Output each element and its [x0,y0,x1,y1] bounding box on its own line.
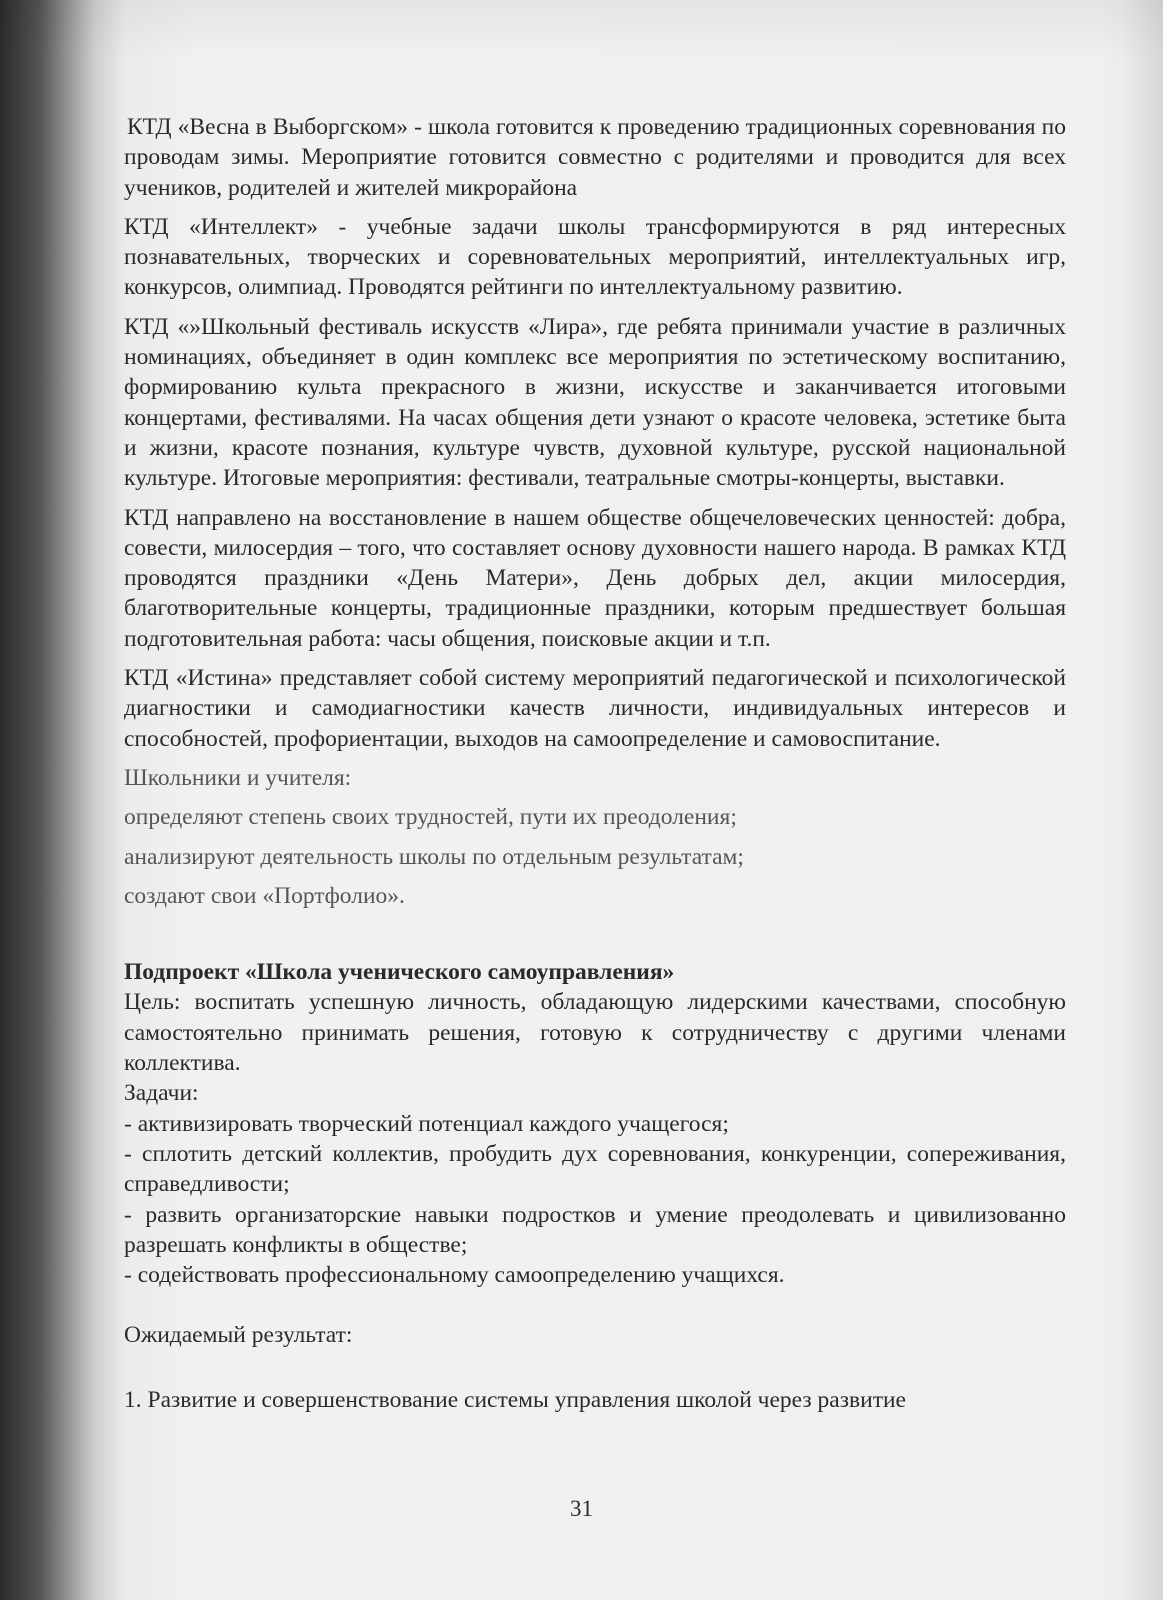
task-item: - содействовать профессиональному самоопределению учащихся. [124,1262,785,1289]
page-number: 31 [570,1496,593,1521]
page-content [124,112,1066,1415]
list-item: анализируют деятельность школы по отдельным результатам; [124,843,744,870]
list-item: создают свои «Портфолио». [124,882,405,909]
list-item: определяют степень своих трудностей, пути их преодоления; [124,804,737,831]
expected-label: Ожидаемый результат: [124,1322,353,1349]
paragraph-vesna: КТД «Весна в Выборгском» - школа готовится к проведению традиционных соревнования по проводам зимы. Мероприятие готовится совместно с родителями и проводится для всех учеников, родителей и жителей микрорайона [124,114,1066,201]
paragraph-values: КТД направлено на восстановление в нашем обществе общечеловеческих ценностей: добра, совести, милосердия – того, что составляет основу духовности нашего народа. В рамках КТД проводятся праздники «День Матери», День добрых дел, акции милосердия, благотворительные концерты, традиционные праздники, которым предшествует большая подготовительная работа: часы общения, поисковые акции и т.п. [124,504,1066,652]
expected-first-item: 1. Развитие и совершенствование системы управления школой через развитие [124,1386,906,1413]
subproject-goal: Цель: воспитать успешную личность, обладающую лидерскими качествами, способную самостоятельно принимать решения, готовую к сотрудничеству с другими членами коллектива. [124,989,1066,1077]
paragraph-intellekt: КТД «Интеллект» - учебные задачи школы трансформируются в ряд интересных познавательных, творческих и соревновательных мероприятий, интеллектуальных игр, конкурсов, олимпиад. Проводятся рейтинги по интеллектуальному развитию. [124,213,1066,301]
paragraph-lira: КТД «»Школьный фестиваль искусств «Лира», где ребята принимали участие в различных номинациях, объединяет в один комплекс все мероприятия по эстетическому воспитанию, формированию культа прекрасного в жизни, искусстве и заканчивается итоговыми концертами, фестивалями. На часах общения дети узнают о красоте человека, эстетике быта и жизни, красоте познания, культуре чувств, духовной культуре, русской национальной культуре. Итоговые мероприятия: фестивали, театральные смотры-концерты, выставки. [124,313,1066,492]
tasks-label: Задачи: [124,1080,199,1107]
scan-shadow-right [1123,0,1163,1600]
task-item: - развить организаторские навыки подростков и умение преодолевать и цивилизованно разрешать конфликты в обществе; [124,1201,1066,1258]
scan-shadow-top [0,0,1163,60]
list-intro: Школьники и учителя: [124,764,352,791]
paragraph-istina: КТД «Истина» представляет собой систему мероприятий педагогической и психологической диагностики и самодиагностики качеств личности, индивидуальных интересов и способностей, профориентации, выходов на самоопределение и самовоспитание. [124,665,1066,752]
task-item: - сплотить детский коллектив, пробудить дух соревнования, конкуренции, сопереживания, справедливости; [124,1140,1066,1198]
subproject-heading: Подпроект «Школа ученического самоуправления» [124,959,675,986]
task-item: - активизировать творческий потенциал каждого учащегося; [124,1110,729,1137]
